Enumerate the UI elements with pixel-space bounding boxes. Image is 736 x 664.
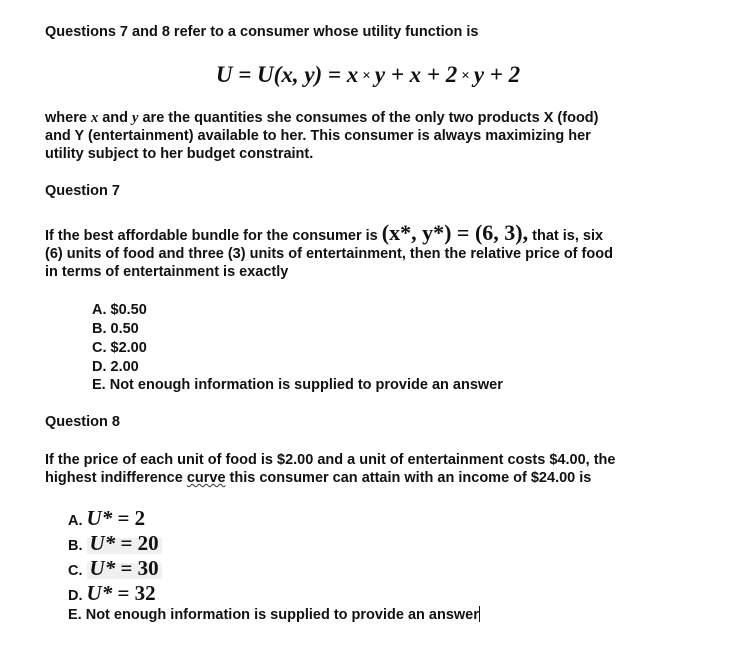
- equation-term: x: [346, 62, 359, 87]
- q8-option-a[interactable]: A. U* = 2: [68, 506, 146, 530]
- q7-option-e[interactable]: E. Not enough information is supplied to provide an answer: [92, 377, 503, 393]
- equation-term: y + 2: [473, 62, 521, 87]
- intro-line: Questions 7 and 8 refer to a consumer whose utility function is: [45, 24, 479, 40]
- question-7-prompt: If the best affordable bundle for the consumer is (x*, y*) = (6, 3), that is, six: [45, 220, 604, 245]
- times-symbol: ×: [362, 68, 371, 84]
- q7-option-a[interactable]: A. $0.50: [92, 302, 147, 318]
- question-7-prompt: in terms of entertainment is exactly: [45, 264, 289, 280]
- q7-option-d[interactable]: D. 2.00: [92, 359, 139, 375]
- q8-option-d[interactable]: D. U* = 32: [68, 581, 156, 605]
- equation-term: y + x + 2: [374, 62, 458, 87]
- question-8-prompt: If the price of each unit of food is $2.00 and a unit of entertainment costs $4.00, the: [45, 452, 616, 468]
- intro-where-line: where x and y are the quantities she consumes of the only two products X (food): [45, 110, 599, 126]
- q8-option-c[interactable]: C. U* = 30: [68, 556, 162, 581]
- text-cursor: [479, 606, 480, 622]
- q8-option-b[interactable]: B. U* = 20: [68, 531, 162, 556]
- question-7-prompt: (6) units of food and three (3) units of entertainment, then the relative price of food: [45, 246, 613, 262]
- question-7-heading: Question 7: [45, 183, 120, 199]
- utility-equation: [0, 62, 736, 88]
- spellcheck-word: curve: [186, 470, 226, 486]
- question-8-heading: Question 8: [45, 414, 120, 430]
- q7-option-b[interactable]: B. 0.50: [92, 321, 139, 337]
- q8-option-e[interactable]: E. Not enough information is supplied to provide an answer: [68, 607, 479, 623]
- intro-line: utility subject to her budget constraint.: [45, 146, 314, 162]
- q7-option-c[interactable]: C. $2.00: [92, 340, 147, 356]
- equation-lhs: U = U(x, y) =: [215, 62, 347, 87]
- times-symbol: ×: [461, 68, 470, 84]
- question-8-prompt: highest indifference curve this consumer can attain with an income of $24.00 is: [45, 470, 592, 486]
- intro-line: and Y (entertainment) available to her. This consumer is always maximizing her: [45, 128, 591, 144]
